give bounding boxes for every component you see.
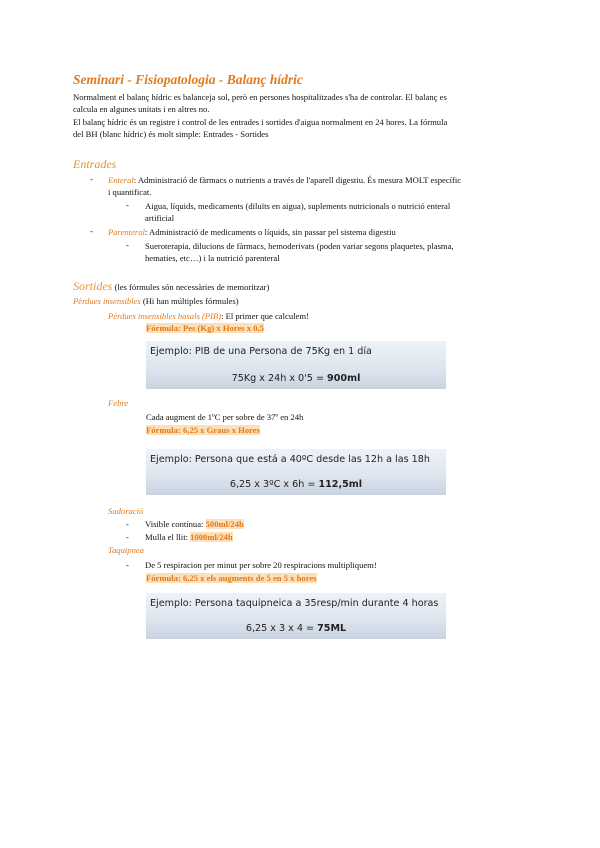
enteral-text-2: i quantificat. bbox=[108, 187, 152, 197]
sudoracio-label bbox=[108, 506, 143, 516]
bullet-dash: - bbox=[90, 226, 93, 236]
taquipnea-label bbox=[108, 545, 144, 555]
febre-formula bbox=[146, 425, 260, 435]
list-item-enteral-detail bbox=[145, 200, 525, 224]
perdues-label: Pèrdues insensibles bbox=[73, 296, 141, 306]
febre-formula-text: Fórmula: 6,25 x Graus x Hores bbox=[146, 425, 260, 435]
pib-formula-text: Fórmula: Pes (Kg) x Hores x 0,5 bbox=[146, 323, 264, 333]
taquipnea-example-box bbox=[146, 593, 446, 639]
bullet-dash: - bbox=[126, 519, 129, 529]
febre-label bbox=[108, 398, 128, 408]
pib-example-title: Ejemplo: PIB de una Persona de 75Kg en 1 día bbox=[150, 346, 372, 357]
sudoracio-item-2-value: 1000ml/24h bbox=[190, 532, 233, 542]
taquipnea-formula-text: Fórmula: 6,25 x els augments de 5 en 5 x hores bbox=[146, 573, 317, 583]
taquipnea-example-calc bbox=[146, 623, 446, 634]
sudoracio-item-1-text: Visible contínua: bbox=[145, 519, 206, 529]
intro-paragraph-1 bbox=[73, 91, 518, 115]
section-sortides-heading bbox=[73, 279, 269, 294]
intro-line: Normalment el balanç hídric es balanceja sol, però en persones hospitalitzades s'ha de controlar. El balanç es bbox=[73, 92, 447, 102]
list-item-enteral bbox=[108, 174, 528, 198]
intro-line: El balanç hídric és un registre i control de les entrades i sortides d'aigua normalment en 24 hores. La fórmula bbox=[73, 117, 448, 127]
bullet-dash: - bbox=[126, 532, 129, 542]
taquipnea-text: De 5 respiracion per minut per sobre 20 respiracions multipliquem! bbox=[145, 560, 377, 570]
parenteral-detail-line: hematies, etc…) i la nutrició parenteral bbox=[145, 253, 280, 263]
pib-note: : El primer que calculem! bbox=[221, 311, 309, 321]
pib-example-calc-text: 75Kg x 24h x 0'5 = bbox=[231, 373, 328, 384]
febre-label-text: Febre bbox=[108, 398, 129, 408]
febre-text: Cada augment de 1ºC per sobre de 37º en 24h bbox=[146, 412, 304, 422]
parenteral-detail-line: Sueroterapia, dilucions de fàrmacs, hemoderivats (poden variar segons plaquetes, plasma, bbox=[145, 241, 454, 251]
enteral-label: Enteral bbox=[108, 175, 134, 185]
febre-example-title: Ejemplo: Persona que está a 40ºC desde las 12h a las 18h bbox=[150, 454, 430, 465]
parenteral-text: : Administració de medicaments o líquids, sin passar pel sistema digestiu bbox=[144, 227, 396, 237]
taquipnea-example-calc-text: 6,25 x 3 x 4 = bbox=[245, 623, 318, 634]
taquipnea-example-title: Ejemplo: Persona taquipneica a 35resp/min durante 4 horas bbox=[150, 598, 439, 609]
sortides-heading-note: (les fórmules són necessàries de memoritzar) bbox=[112, 282, 270, 292]
sortides-heading-text: Sortides bbox=[73, 279, 113, 293]
taquipnea-formula bbox=[146, 573, 317, 583]
bullet-dash: - bbox=[126, 200, 129, 210]
enteral-detail-line: Aigua, líquids, medicaments (diluïts en aigua), suplements nutricionals o nutrició enteral bbox=[145, 201, 451, 211]
sudoracio-item-1-value: 500ml/24h bbox=[205, 519, 244, 529]
bullet-dash: - bbox=[126, 240, 129, 250]
perdues-insensibles-line bbox=[73, 296, 239, 306]
bullet-dash: - bbox=[126, 560, 129, 570]
febre-example-calc bbox=[146, 479, 446, 490]
enteral-text: : Administració de fàrmacs o nutrients a través de l'aparell digestiu. És mesura MOLT específic bbox=[133, 175, 462, 185]
taquipnea-example-result: 75ML bbox=[317, 623, 347, 634]
intro-line: calcula en algunes unitats i en altres no. bbox=[73, 104, 210, 114]
febre-example-box bbox=[146, 449, 446, 495]
febre-example-result: 112,5ml bbox=[318, 479, 363, 490]
enteral-detail-line: artificial bbox=[145, 213, 175, 223]
list-item-parenteral bbox=[108, 226, 528, 238]
parenteral-label: Parenteral bbox=[108, 227, 145, 237]
pib-example-box bbox=[146, 341, 446, 389]
sudoracio-item-2-text: Mulla el llit: bbox=[145, 532, 191, 542]
pib-line bbox=[108, 311, 309, 321]
bullet-dash: - bbox=[90, 174, 93, 184]
sudoracio-label-text: Sudoració bbox=[108, 506, 144, 516]
pib-formula bbox=[146, 323, 264, 333]
intro-line: del BH (blanc hídric) és molt simple: Entrades - Sortides bbox=[73, 129, 269, 139]
pib-example-calc bbox=[146, 373, 446, 384]
sudoracio-item-1 bbox=[145, 519, 244, 529]
pib-label: Pèrdues insensibles basals (PIB) bbox=[108, 311, 222, 321]
pib-example-result: 900ml bbox=[327, 373, 361, 384]
perdues-note: (Hi han múltiples fórmules) bbox=[140, 296, 239, 306]
febre-example-calc-text: 6,25 x 3ºC x 6h = bbox=[229, 479, 319, 490]
intro-paragraph-2 bbox=[73, 116, 518, 140]
taquipnea-label-text: Taquipnea bbox=[108, 545, 144, 555]
document-title: Seminari - Fisiopatologia - Balanç hídric bbox=[73, 72, 303, 87]
section-entrades-heading: Entrades bbox=[73, 157, 117, 171]
sudoracio-item-2 bbox=[145, 532, 233, 542]
list-item-parenteral-detail bbox=[145, 240, 525, 264]
